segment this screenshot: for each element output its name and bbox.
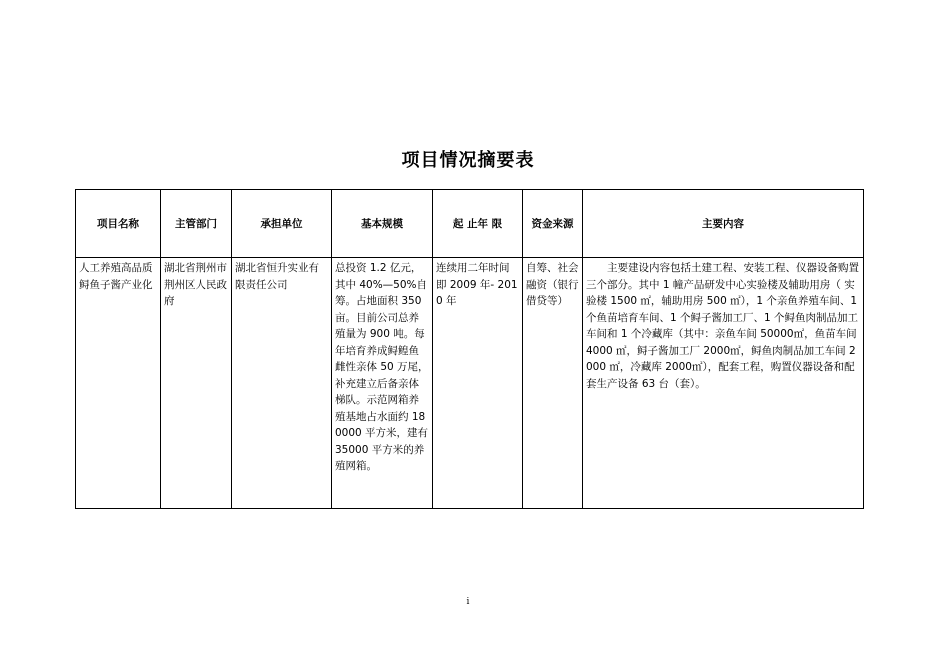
cell-unit: 湖北省恒升实业有限责任公司 <box>232 258 332 509</box>
header-funding: 资金来源 <box>523 190 583 258</box>
header-project-name: 项目名称 <box>76 190 161 258</box>
cell-funding: 自筹、社会融资（银行借贷等） <box>523 258 583 509</box>
cell-department: 湖北省荆州市荆州区人民政府 <box>161 258 232 509</box>
header-unit: 承担单位 <box>232 190 332 258</box>
cell-project-name: 人工养殖高品质鲟鱼子酱产业化 <box>76 258 161 509</box>
cell-period: 连续用二年时间即 2009 年- 2010 年 <box>433 258 523 509</box>
header-scale: 基本规模 <box>332 190 433 258</box>
page-title: 项目情况摘要表 <box>401 150 535 171</box>
cell-content: 主要建设内容包括土建工程、安装工程、仪器设备购置三个部分。其中 1 幢产品研发中心实验楼及辅助用房（ 实验楼 1500 ㎡，辅助用房 500 ㎡），1 个亲鱼养殖车间、1 个鱼苗培育车间、1 个鲟子酱加工厂、1 个鲟鱼肉制品加工车间和 1 个冷藏库（其中：亲鱼车间 50000㎡，鱼苗车间 4000 ㎡，鲟子酱加工厂 2000㎡，鲟鱼肉制品加工车间 2000 ㎡，冷藏库 2000㎡），配套工程，购置仪器设备和配套生产设备 63 台（套）。 <box>583 258 864 509</box>
header-department: 主管部门 <box>161 190 232 258</box>
table-header-row <box>76 190 864 258</box>
project-summary-table <box>75 189 864 509</box>
table-row <box>76 258 864 509</box>
page-number: i <box>466 597 470 607</box>
header-period: 起 止年 限 <box>433 190 523 258</box>
cell-scale: 总投资 1.2 亿元，其中 40%—50%自筹。占地面积 350 亩。目前公司总养殖量为 900 吨。每年培育养成鲟鳇鱼雌性亲体 50 万尾，补充建立后备亲体梯队。示范网箱养殖基地占水面约 180000 平方米，建有 35000 平方米的养殖网箱。 <box>332 258 433 509</box>
header-content: 主要内容 <box>583 190 864 258</box>
